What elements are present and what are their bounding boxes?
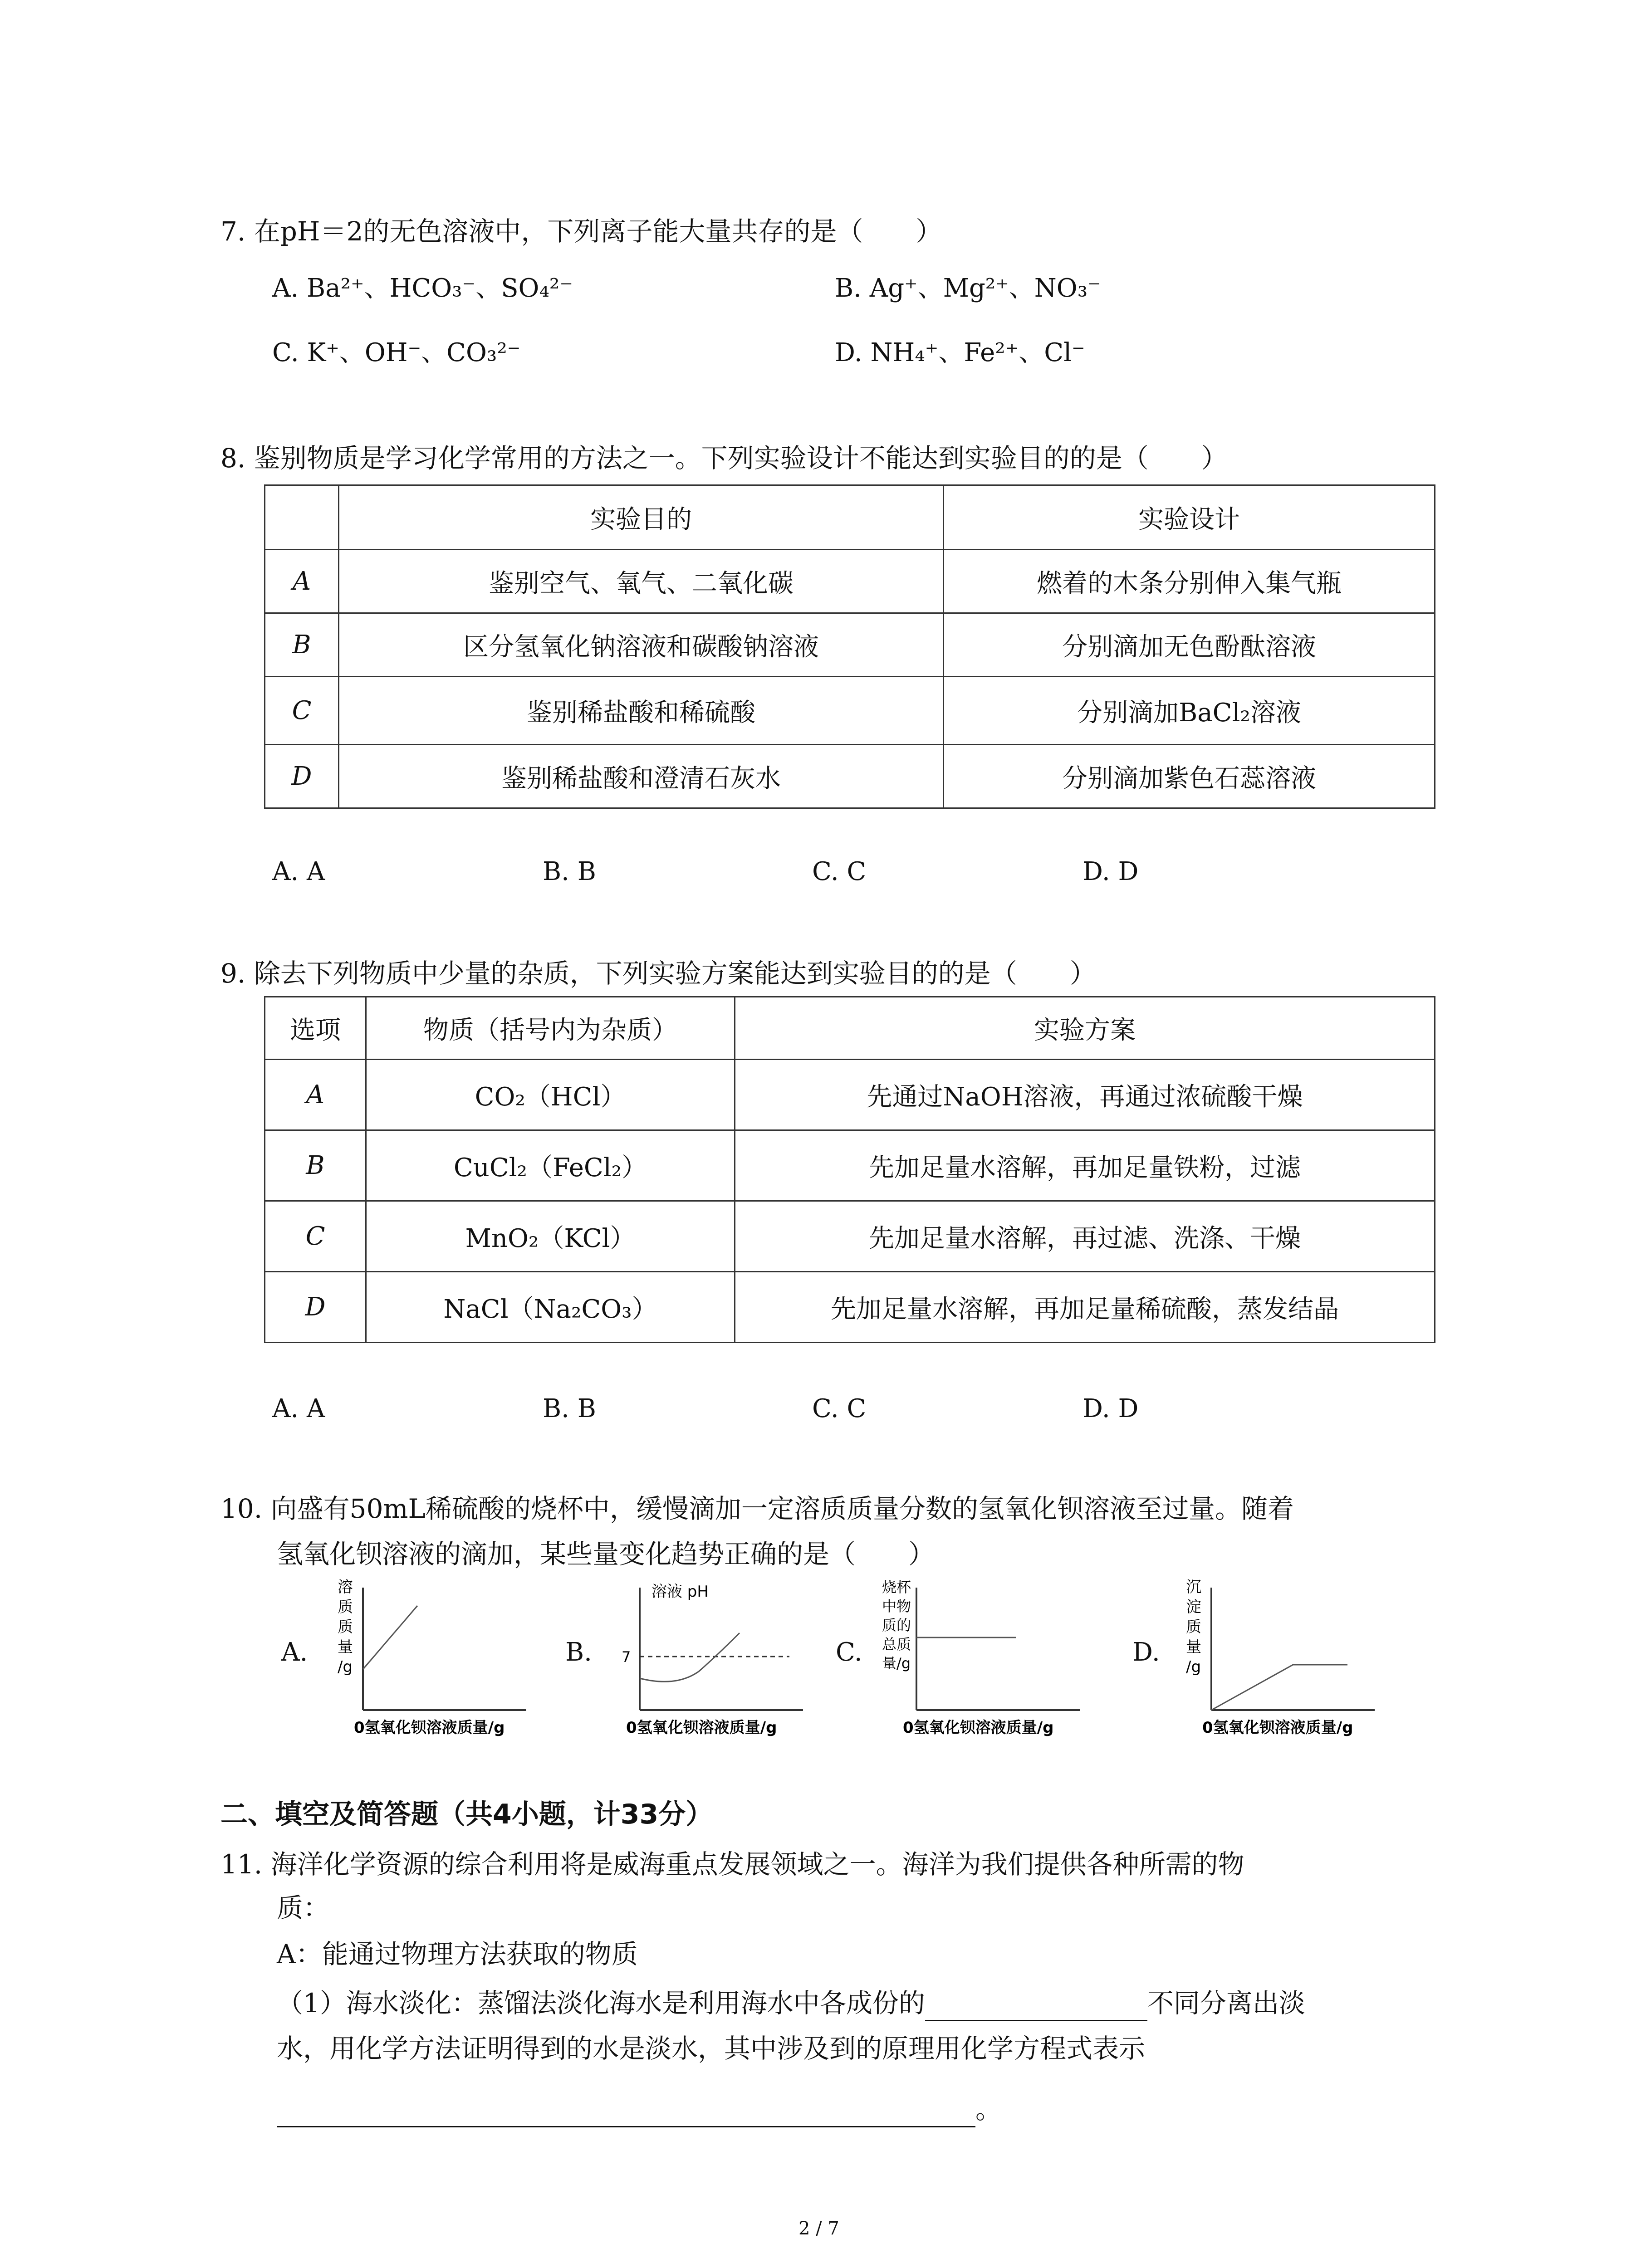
section2-title: 二、填空及简答题（共4小题，计33分） <box>220 1799 713 1830</box>
table-cell: 先加足量水溶解，再加足量铁粉，过滤 <box>735 1130 1435 1201</box>
q10-stem-line2: 氢氧化钡溶液的滴加，某些量变化趋势正确的是（ ） <box>277 1539 935 1569</box>
table-header-row <box>265 485 1435 550</box>
graph-d-option: D. <box>1132 1637 1160 1667</box>
table-cell: A <box>265 550 339 613</box>
graph-b-tick-7: 7 <box>622 1648 631 1666</box>
q9-option-d: D. D <box>1083 1394 1139 1423</box>
table-cell: C <box>265 1201 366 1272</box>
graph-d-ylabel-3: 质 <box>1186 1618 1201 1636</box>
table-cell: 鉴别空气、氧气、二氧化碳 <box>339 550 944 613</box>
table-cell: B <box>265 1130 366 1201</box>
q7-option-b: B. Ag⁺、Mg²⁺、NO₃⁻ <box>835 274 1101 303</box>
graph-a-ylabel-5: /g <box>338 1658 353 1676</box>
table-header-cell: 物质（括号内为杂质） <box>366 997 735 1060</box>
graph-a-curve <box>363 1606 417 1669</box>
table-cell: D <box>265 1272 366 1343</box>
graph-c-ylabel-4: 总质 <box>882 1636 911 1653</box>
graph-c-xlabel: 0氢氧化钡溶液质量/g <box>903 1719 1054 1737</box>
table-cell: NaCl（Na₂CO₃） <box>366 1272 735 1343</box>
table-row <box>265 677 1435 745</box>
table-row <box>265 1060 1435 1130</box>
q11-line1: 11. 海洋化学资源的综合利用将是威海重点发展领域之一。海洋为我们提供各种所需的物 <box>220 1849 1244 1880</box>
q9-stem: 9. 除去下列物质中少量的杂质，下列实验方案能达到实验目的的是（ ） <box>220 958 1096 989</box>
graph-c-option: C. <box>836 1637 862 1667</box>
table-cell: 鉴别稀盐酸和稀硫酸 <box>339 677 944 745</box>
q11-line4-text-a: （1）海水淡化：蒸馏法淡化海水是利用海水中各成份的 <box>277 1988 925 2019</box>
q7-option-a: A. Ba²⁺、HCO₃⁻、SO₄²⁻ <box>272 274 573 303</box>
table-cell: 分别滴加BaCl₂溶液 <box>944 677 1435 745</box>
q9-option-a: A. A <box>272 1394 325 1423</box>
graph-c-ylabel-5: 量/g <box>882 1655 911 1672</box>
table-row <box>265 1130 1435 1201</box>
graph-b-ylabel: 溶液 pH <box>652 1583 709 1601</box>
answer-blank-1[interactable] <box>925 1993 1147 2021</box>
graph-b-option: B. <box>565 1637 592 1667</box>
table-cell: A <box>265 1060 366 1130</box>
table-cell: C <box>265 677 339 745</box>
table-header-cell: 选项 <box>265 997 366 1060</box>
graph-c-ylabel-1: 烧杯 <box>882 1579 911 1596</box>
graph-a-ylabel-4: 量 <box>338 1638 353 1656</box>
table-cell: CuCl₂（FeCl₂） <box>366 1130 735 1201</box>
q11-line5: 水，用化学方法证明得到的水是淡水，其中涉及到的原理用化学方程式表示 <box>277 2033 1146 2064</box>
graph-d-xlabel: 0氢氧化钡溶液质量/g <box>1202 1719 1353 1737</box>
graph-d-precipitate-mass <box>1180 1579 1443 1742</box>
q8-option-b: B. B <box>543 857 596 886</box>
table-row <box>265 1201 1435 1272</box>
q8-option-d: D. D <box>1083 857 1139 886</box>
q11-line6 <box>277 2091 1002 2127</box>
table-cell: MnO₂（KCl） <box>366 1201 735 1272</box>
graph-a-ylabel-1: 溶 <box>338 1579 353 1596</box>
graph-d-ylabel-2: 淀 <box>1186 1598 1201 1616</box>
q7-stem: 7. 在pH＝2的无色溶液中，下列离子能大量共存的是（ ） <box>220 216 942 247</box>
table-cell: 分别滴加紫色石蕊溶液 <box>944 745 1435 808</box>
graph-a-xlabel: 0氢氧化钡溶液质量/g <box>354 1719 505 1737</box>
graph-a-ylabel-3: 质 <box>338 1618 353 1636</box>
table-cell: 分别滴加无色酚酞溶液 <box>944 613 1435 677</box>
table-cell: 鉴别稀盐酸和澄清石灰水 <box>339 745 944 808</box>
table-row <box>265 550 1435 613</box>
table-cell: 燃着的木条分别伸入集气瓶 <box>944 550 1435 613</box>
q11-line4 <box>277 1985 1305 2021</box>
q8-option-a: A. A <box>272 857 325 886</box>
q10-stem-line1: 10. 向盛有50mL稀硫酸的烧杯中，缓慢滴加一定溶质质量分数的氢氧化钡溶液至过量。随着 <box>220 1493 1294 1524</box>
table-header-cell: 实验设计 <box>944 485 1435 550</box>
table-row <box>265 613 1435 677</box>
q8-table <box>264 484 1435 809</box>
page-number: 2 / 7 <box>798 2218 839 2239</box>
graph-c-total-mass <box>880 1579 1143 1742</box>
q9-option-b: B. B <box>543 1394 596 1423</box>
table-header-cell: 实验目的 <box>339 485 944 550</box>
graph-c-ylabel-3: 质的 <box>882 1617 911 1634</box>
table-cell: CO₂（HCl） <box>366 1060 735 1130</box>
table-cell: 先加足量水溶解，再加足量稀硫酸，蒸发结晶 <box>735 1272 1435 1343</box>
q9-option-c: C. C <box>812 1394 867 1423</box>
q11-line4-text-b: 不同分离出淡 <box>1147 1988 1305 2019</box>
q11-line2: 质： <box>277 1892 330 1923</box>
table-row <box>265 745 1435 808</box>
table-cell: 先通过NaOH溶液，再通过浓硫酸干燥 <box>735 1060 1435 1130</box>
table-row <box>265 1272 1435 1343</box>
table-header-cell <box>265 485 339 550</box>
q9-table <box>264 996 1435 1343</box>
table-cell: 先加足量水溶解，再过滤、洗涤、干燥 <box>735 1201 1435 1272</box>
graph-a-solute-mass <box>331 1579 594 1742</box>
answer-blank-2[interactable] <box>277 2099 975 2127</box>
q11-line6-end: 。 <box>975 2094 1002 2125</box>
q8-stem: 8. 鉴别物质是学习化学常用的方法之一。下列实验设计不能达到实验目的的是（ ） <box>220 443 1228 474</box>
graph-c-ylabel-2: 中物 <box>882 1598 911 1615</box>
graph-d-ylabel-4: 量 <box>1186 1638 1201 1656</box>
graph-a-option: A. <box>281 1637 308 1667</box>
table-header-cell: 实验方案 <box>735 997 1435 1060</box>
graph-b-ph <box>608 1579 871 1742</box>
q7-option-d: D. NH₄⁺、Fe²⁺、Cl⁻ <box>835 338 1085 367</box>
graph-d-curve <box>1211 1665 1347 1710</box>
table-cell: D <box>265 745 339 808</box>
q7-option-c: C. K⁺、OH⁻、CO₃²⁻ <box>272 338 521 367</box>
graph-b-xlabel: 0氢氧化钡溶液质量/g <box>626 1719 777 1737</box>
q11-line3: A：能通过物理方法获取的物质 <box>277 1939 638 1970</box>
graph-d-ylabel-1: 沉 <box>1186 1579 1201 1596</box>
graph-d-ylabel-5: /g <box>1186 1658 1201 1676</box>
table-header-row <box>265 997 1435 1060</box>
graph-b-curve <box>640 1633 740 1681</box>
q8-option-c: C. C <box>812 857 867 886</box>
graph-a-ylabel-2: 质 <box>338 1598 353 1616</box>
table-cell: 区分氢氧化钠溶液和碳酸钠溶液 <box>339 613 944 677</box>
table-cell: B <box>265 613 339 677</box>
